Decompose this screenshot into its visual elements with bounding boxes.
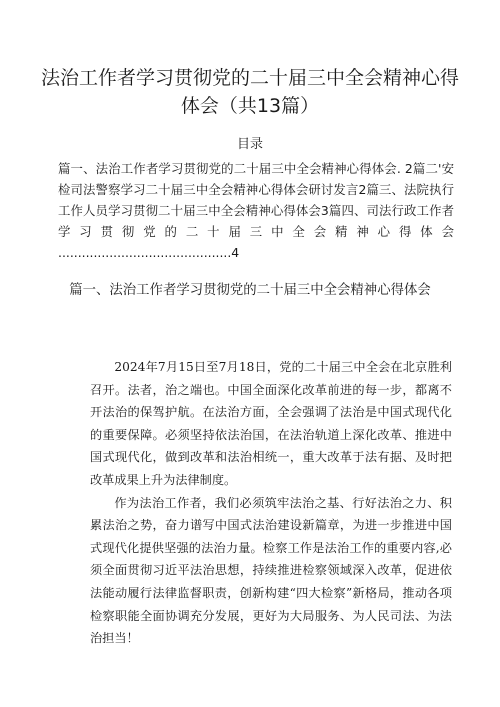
body-paragraph: 2024年7月15日至7月18日，党的二十届三中全会在北京胜利召开。法者，治之端也。中国全面深化改革前进的每一步，都离不开法治的保驾护航。在法治方面，全会强调了法治是中国式现代化的重要保障。必须坚持依法治国，在法治轨道上深化改革、推进中国式现代化，做到改革和法治相统一，重大改革于法有据、及时把改革成果上升为法律制度。 (90, 360, 452, 487)
document-title: 法治工作者学习贯彻党的二十届三中全会精神心得体会（共13篇） (40, 67, 459, 117)
toc-entries: 篇一、法治工作者学习贯彻党的二十届三中全会精神心得体会. 2篇二'安检司法警察学习二十届三中全会精神心得体会研讨发言2篇三、法院执行工作人员学习贯彻二十届三中全会精神心得体会3篇四、司法行政工作者学习贯彻党的二十届三中全会精神心得体会 ............................................4 (58, 161, 454, 260)
body-paragraph: 作为法治工作者，我们必须筑牢法治之基、行好法治之力、积累法治之势，奋力谱写中国式法治建设新篇章，为进一步推进中国式现代化提供坚强的法治力量。检察工作是法治工作的重要内容,必须全面贯彻习近平法治思想，持续推进检察领域深入改革，促进依法能动履行法律监督职责，创新构建“四大检察”新格局，推动各项检察职能全面协调充分发展，更好为大局服务、为人民司法、为法治担当！ (90, 495, 452, 646)
toc-heading: 目录 (236, 137, 263, 152)
section-body (90, 356, 452, 650)
section-heading: 篇一、法治工作者学习贯彻党的二十届三中全会精神心得体会 (69, 283, 431, 298)
